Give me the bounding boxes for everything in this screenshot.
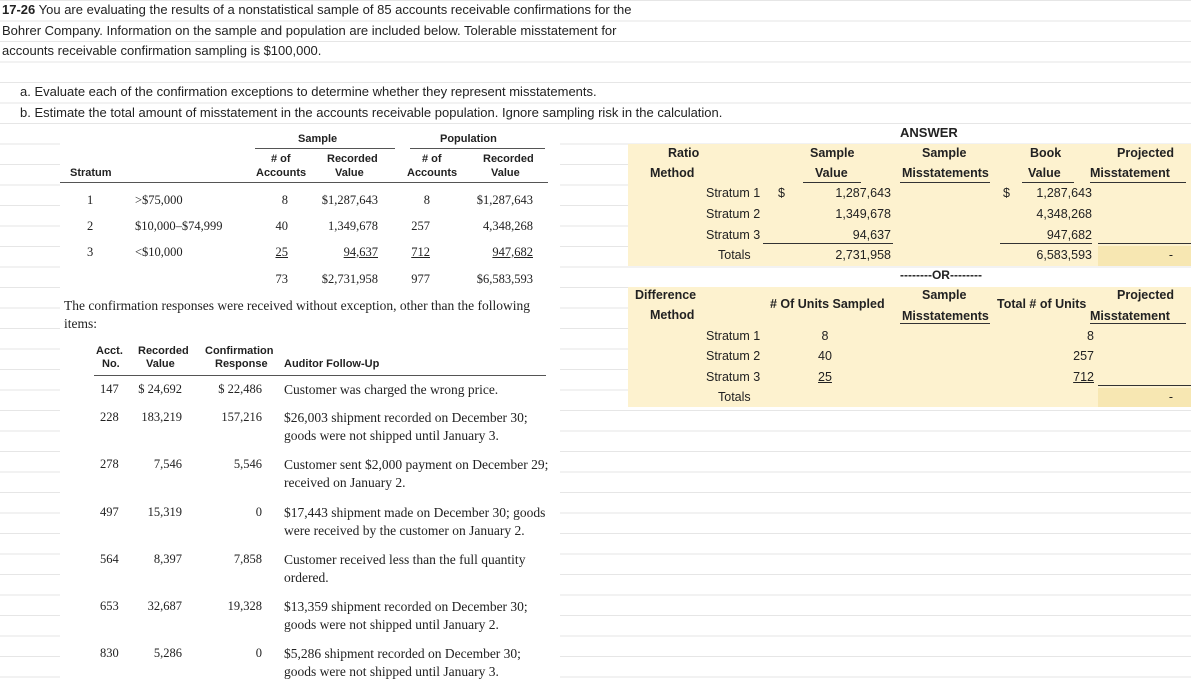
col-stratum: Stratum <box>70 167 112 179</box>
col-sample-value: Value <box>335 167 364 179</box>
note-line2: items: <box>64 316 97 331</box>
answer-title: ANSWER <box>900 125 958 140</box>
stratum-3-num: 3 <box>87 245 94 259</box>
population-header: Population <box>440 133 497 145</box>
col-sample-accounts: Accounts <box>256 167 307 179</box>
ratio-total-pm: - <box>1168 248 1173 262</box>
ratio-row2-bv: 4,348,268 <box>1036 207 1092 221</box>
stratum-3-range: <$10,000 <box>135 245 183 259</box>
exception-followup-line1: $13,359 shipment recorded on December 30; <box>284 599 528 614</box>
exception-followup-line1: Customer was charged the wrong price. <box>284 382 499 397</box>
ratio-label2: Method <box>650 166 695 180</box>
stratum-1-sa: 8 <box>281 193 288 207</box>
diff-row1-units: 8 <box>821 329 829 343</box>
exception-followup-line2: goods were not shipped until January 3. <box>284 664 499 679</box>
exception-followup-line1: $26,003 shipment recorded on December 30; <box>284 410 528 425</box>
stratum-2-pa: 257 <box>411 219 430 233</box>
exc-col-conf: Confirmation <box>205 345 274 357</box>
exception-confirmation: 19,328 <box>227 599 262 613</box>
ratio-total-sv: 2,731,958 <box>835 248 891 262</box>
or-divider: --------OR-------- <box>900 268 982 282</box>
ratio-total-bv: 6,583,593 <box>1036 248 1092 262</box>
ratio-row3-label: Stratum 3 <box>706 228 761 242</box>
total-pa: 977 <box>411 272 430 286</box>
col-pop-accounts: Accounts <box>407 167 458 179</box>
exception-confirmation: 157,216 <box>221 410 262 424</box>
exc-col-rec: Recorded <box>138 345 189 357</box>
question-b: b. Estimate the total amount of misstatement in the accounts receivable population. Ignore sampling risk in the calculation. <box>20 104 723 120</box>
exception-followup-line1: $17,443 shipment made on December 30; goods <box>284 505 546 520</box>
exc-col-acct: Acct. <box>96 345 123 357</box>
exception-followup-line1: $5,286 shipment recorded on December 30; <box>284 646 521 661</box>
ratio-row2-sv: 1,349,678 <box>835 207 891 221</box>
problem-text-line2: Bohrer Company. Information on the sample and population are included below. Tolerable misstatement for <box>2 22 617 38</box>
col-sample-num: # of <box>271 153 291 165</box>
diff-totals-label: Totals <box>718 390 751 404</box>
diff-label1: Difference <box>635 288 697 302</box>
ratio-h-pm2: Misstatement <box>1090 166 1170 180</box>
stratum-1-range: >$75,000 <box>135 193 183 207</box>
ratio-h-bv1: Book <box>1030 146 1062 160</box>
exception-confirmation: 7,858 <box>233 552 262 566</box>
ratio-h-bv2: Value <box>1028 166 1061 180</box>
ratio-row1-cur: $ <box>778 186 785 200</box>
ratio-h-pm1: Projected <box>1117 146 1174 160</box>
col-pop-value: Value <box>491 167 520 179</box>
diff-label2: Method <box>650 308 695 322</box>
stratum-2-sv: 1,349,678 <box>328 219 378 233</box>
stratum-2-range: $10,000–$74,999 <box>135 219 223 233</box>
diff-row2-units: 40 <box>818 349 832 363</box>
exception-followup-line2: received on January 2. <box>284 475 406 490</box>
diff-h-pm1: Projected <box>1117 288 1174 302</box>
stratum-1-sv: $1,287,643 <box>321 193 378 207</box>
stratum-3-sv: 94,637 <box>343 245 378 259</box>
exception-confirmation: 0 <box>255 505 262 519</box>
exception-recorded: $ 24,692 <box>138 382 182 396</box>
exception-acct: 653 <box>100 599 119 613</box>
col-pop-rec: Recorded <box>483 153 534 165</box>
diff-h-sm1: Sample <box>922 288 967 302</box>
ratio-h-sm1: Sample <box>922 146 967 160</box>
exc-col-value: Value <box>146 358 175 370</box>
ratio-row2-label: Stratum 2 <box>706 207 761 221</box>
ratio-h-sv1: Sample <box>810 146 855 160</box>
diff-h-pm2: Misstatement <box>1090 309 1170 323</box>
exception-recorded: 7,546 <box>153 457 182 471</box>
ratio-row1-bv: 1,287,643 <box>1036 186 1092 200</box>
exception-followup-line2: ordered. <box>284 570 329 585</box>
ratio-row3-bv: 947,682 <box>1046 228 1092 242</box>
exception-recorded: 32,687 <box>147 599 182 613</box>
total-pv: $6,583,593 <box>476 272 533 286</box>
problem-text-line1: 17-26 You are evaluating the results of a nonstatistical sample of 85 accounts receivable confirmations for the <box>2 2 632 17</box>
exception-followup-line2: goods were not shipped until January 2. <box>284 617 499 632</box>
exception-recorded: 5,286 <box>153 646 182 660</box>
diff-row2-total: 257 <box>1073 349 1094 363</box>
exception-followup-line1: Customer received less than the full quantity <box>284 552 526 567</box>
stratum-3-sa: 25 <box>275 245 288 259</box>
exception-recorded: 183,219 <box>141 410 182 424</box>
problem-text-line3: accounts receivable confirmation sampling is $100,000. <box>2 43 322 58</box>
exception-followup-line2: were received by the customer on January 2. <box>284 523 525 538</box>
diff-row2-label: Stratum 2 <box>706 349 761 363</box>
exception-acct: 228 <box>100 410 119 424</box>
stratum-2-pv: 4,348,268 <box>483 219 533 233</box>
ratio-h-sv2: Value <box>815 166 848 180</box>
exception-acct: 278 <box>100 457 119 471</box>
diff-row3-total: 712 <box>1073 370 1094 384</box>
stratum-3-pv: 947,682 <box>492 245 533 259</box>
exception-recorded: 15,319 <box>147 505 182 519</box>
diff-h-tu: Total # of Units <box>997 297 1087 311</box>
ratio-row1-label: Stratum 1 <box>706 186 761 200</box>
diff-row1-total: 8 <box>1087 329 1094 343</box>
exception-followup-line1: Customer sent $2,000 payment on December 29; <box>284 457 549 472</box>
exception-followup-line2: goods were not shipped until January 3. <box>284 428 499 443</box>
exception-recorded: 8,397 <box>153 552 182 566</box>
stratum-1-num: 1 <box>87 193 94 207</box>
exc-col-no: No. <box>102 358 120 370</box>
stratum-1-pa: 8 <box>423 193 430 207</box>
note-line1: The confirmation responses were received without exception, other than the following <box>64 298 530 313</box>
exception-confirmation: 0 <box>255 646 262 660</box>
total-sv: $2,731,958 <box>321 272 378 286</box>
ratio-row3-sv: 94,637 <box>852 228 891 242</box>
exception-acct: 564 <box>100 552 119 566</box>
ratio-row1-sv: 1,287,643 <box>835 186 891 200</box>
diff-row3-units: 25 <box>818 370 832 384</box>
exc-col-followup: Auditor Follow-Up <box>284 358 380 370</box>
question-a: a. Evaluate each of the confirmation exceptions to determine whether they represent misstatements. <box>20 84 597 99</box>
ratio-h-sm2: Misstatements <box>902 166 989 180</box>
diff-total-pm: - <box>1168 390 1173 404</box>
total-sa: 73 <box>275 272 288 286</box>
ratio-label1: Ratio <box>668 146 700 160</box>
col-pop-num: # of <box>422 153 442 165</box>
stratum-2-sa: 40 <box>275 219 288 233</box>
ratio-totals-label: Totals <box>718 248 751 262</box>
exception-acct: 830 <box>100 646 119 660</box>
exception-acct: 497 <box>100 505 119 519</box>
col-sample-rec: Recorded <box>327 153 378 165</box>
diff-h-sm2: Misstatements <box>902 309 989 323</box>
exception-confirmation: $ 22,486 <box>218 382 262 396</box>
exception-confirmation: 5,546 <box>233 457 262 471</box>
diff-h-units: # Of Units Sampled <box>770 297 885 311</box>
stratum-1-pv: $1,287,643 <box>476 193 533 207</box>
ratio-row1-bcur: $ <box>1003 186 1010 200</box>
sample-header: Sample <box>298 133 338 145</box>
diff-row3-label: Stratum 3 <box>706 370 761 384</box>
textbook-table-image <box>60 124 560 684</box>
exc-col-response: Response <box>215 358 268 370</box>
exception-acct: 147 <box>100 382 119 396</box>
stratum-3-pa: 712 <box>411 245 430 259</box>
stratum-2-num: 2 <box>87 219 94 233</box>
diff-row1-label: Stratum 1 <box>706 329 761 343</box>
